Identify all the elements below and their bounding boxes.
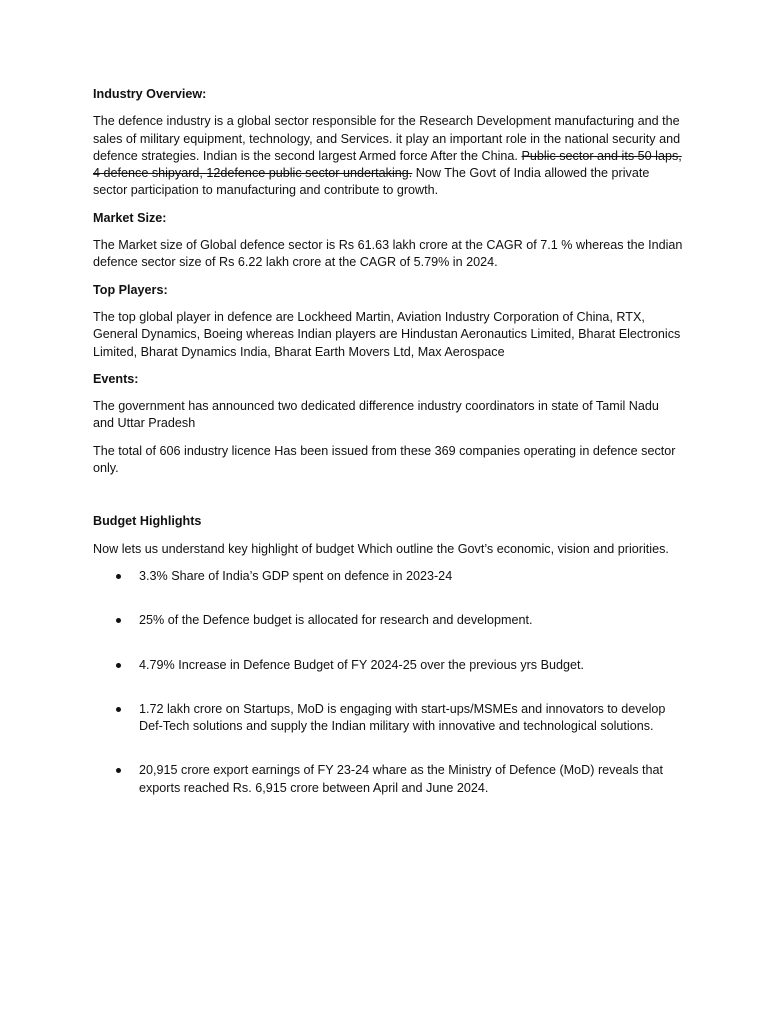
list-item-text: 3.3% Share of India’s GDP spent on defence in 2023-24 xyxy=(139,568,453,583)
list-item xyxy=(93,568,683,585)
budget-highlights-heading: Budget Highlights xyxy=(93,514,202,529)
market-size-heading: Market Size: xyxy=(93,210,167,225)
list-item xyxy=(93,612,683,629)
top-players-heading: Top Players: xyxy=(93,282,168,297)
industry-overview-paragraph xyxy=(93,113,683,199)
list-item-text: 20,915 crore export earnings of FY 23-24 whare as the Ministry of Defence (MoD) reveals that exports reached Rs. 6,915 crore between April and June 2024. xyxy=(139,763,664,795)
industry-overview-text: The defence industry is a global sector responsible for the Research Development manufacturing and the sales of military equipment, technology, and Services. it play an important role in the national security and defence strategies. Indian is the second largest Armed force After the China. xyxy=(93,114,681,163)
list-item xyxy=(93,762,683,797)
document-page xyxy=(93,86,683,797)
list-item-text: 1.72 lakh crore on Startups, MoD is engaging with start-ups/MSMEs and innovators to develop Def-Tech solutions and supply the Indian military with innovative and technological solutions. xyxy=(139,701,666,734)
bullet-icon xyxy=(116,768,121,773)
list-item-text: 4.79% Increase in Defence Budget of FY 2024-25 over the previous yrs Budget. xyxy=(139,657,585,672)
industry-overview-heading: Industry Overview: xyxy=(93,87,207,101)
bullet-icon xyxy=(116,663,121,668)
budget-intro-paragraph: Now lets us understand key highlight of budget Which outline the Govt’s economic, vision and priorities. xyxy=(93,541,669,556)
list-item xyxy=(93,701,683,736)
bullet-icon xyxy=(116,707,121,712)
industry-overview-text-continued: Now The Govt of India allowed the private sector participation to manufacturing and contribute to growth. xyxy=(93,166,650,198)
market-size-paragraph: The Market size of Global defence sector is Rs 61.63 lakh crore at the CAGR of 7.1 % whereas the Indian defence sector size of Rs 6.22 lakh crore at the CAGR of 5.79% in 2024. xyxy=(93,238,683,270)
list-item-text: 25% of the Defence budget is allocated for research and development. xyxy=(139,613,533,628)
struck-text: Public sector and its 50 laps, 4 defence shipyard, 12defence public sector undertaking. xyxy=(93,148,682,181)
events-heading: Events: xyxy=(93,371,139,386)
events-paragraph: The total of 606 industry licence Has been issued from these 369 companies operating in defence sector only. xyxy=(93,443,676,476)
bullet-icon xyxy=(116,618,121,623)
events-paragraph: The government has announced two dedicated difference industry coordinators in state of Tamil Nadu and Uttar Pradesh xyxy=(93,399,659,431)
section-spacer xyxy=(93,487,683,513)
bullet-icon xyxy=(116,574,121,579)
top-players-paragraph: The top global player in defence are Lockheed Martin, Aviation Industry Corporation of China, RTX, General Dynamics, Boeing whereas Indian players are Hindustan Aeronautics Limited, Bharat Electronics Limited, Bharat Dynamics India, Bharat Earth Movers Ltd, Max Aerospace xyxy=(93,309,681,359)
budget-bullet-list xyxy=(93,568,683,797)
list-item xyxy=(93,657,683,674)
